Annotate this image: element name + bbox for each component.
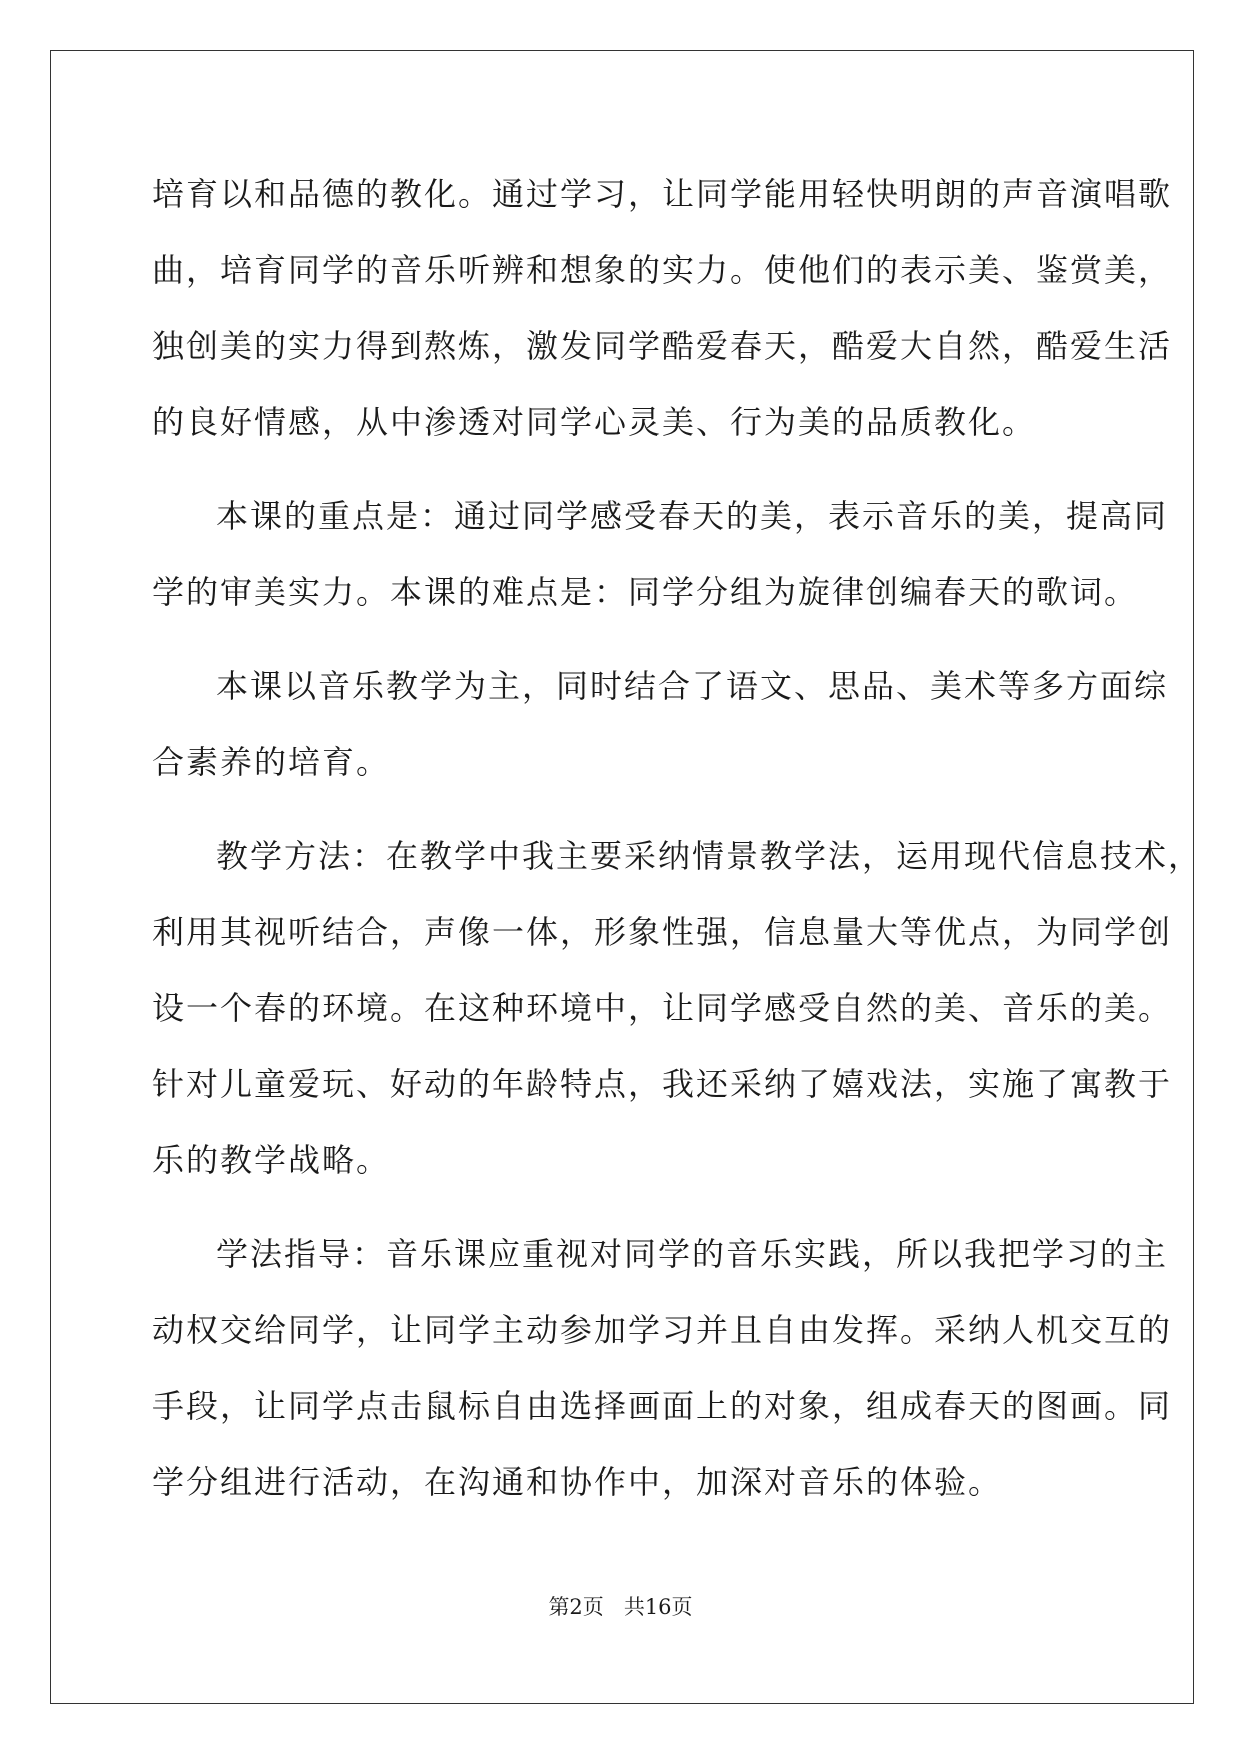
text-line: 动权交给同学，让同学主动参加学习并且自由发挥。采纳人机交互的: [152, 1311, 1173, 1349]
text-line: 独创美的实力得到熬炼，激发同学酷爱春天，酷爱大自然，酷爱生活: [152, 327, 1173, 365]
paragraph-first-line: 教学方法：在教学中我主要采纳情景教学法，运用现代信息技术，: [216, 837, 1203, 875]
text-line: 乐的教学战略。: [152, 1141, 391, 1179]
text-line: 针对儿童爱玩、好动的年龄特点，我还采纳了嬉戏法，实施了寓教于: [152, 1065, 1173, 1103]
text-line: 学的审美实力。本课的难点是：同学分组为旋律创编春天的歌词。: [152, 573, 1139, 611]
paragraph-first-line: 本课以音乐教学为主，同时结合了语文、思品、美术等多方面综: [216, 667, 1169, 705]
text-line: 手段，让同学点击鼠标自由选择画面上的对象，组成春天的图画。同: [152, 1387, 1173, 1425]
text-line: 培育以和品德的教化。通过学习，让同学能用轻快明朗的声音演唱歌: [152, 175, 1173, 213]
paragraph-first-line: 学法指导：音乐课应重视对同学的音乐实践，所以我把学习的主: [216, 1235, 1169, 1273]
text-line: 学分组进行活动，在沟通和协作中，加深对音乐的体验。: [152, 1463, 1003, 1501]
page-number-footer: 第2页 共16页: [548, 1595, 693, 1619]
paragraph-first-line: 本课的重点是：通过同学感受春天的美，表示音乐的美，提高同: [216, 497, 1169, 535]
text-line: 的良好情感，从中渗透对同学心灵美、行为美的品质教化。: [152, 403, 1037, 441]
text-line: 利用其视听结合，声像一体，形象性强，信息量大等优点，为同学创: [152, 913, 1173, 951]
text-line: 设一个春的环境。在这种环境中，让同学感受自然的美、音乐的美。: [152, 989, 1173, 1027]
text-line: 合素养的培育。: [152, 743, 391, 781]
page-border: [50, 50, 1194, 1704]
text-line: 曲，培育同学的音乐听辨和想象的实力。使他们的表示美、鉴赏美，: [152, 251, 1173, 289]
